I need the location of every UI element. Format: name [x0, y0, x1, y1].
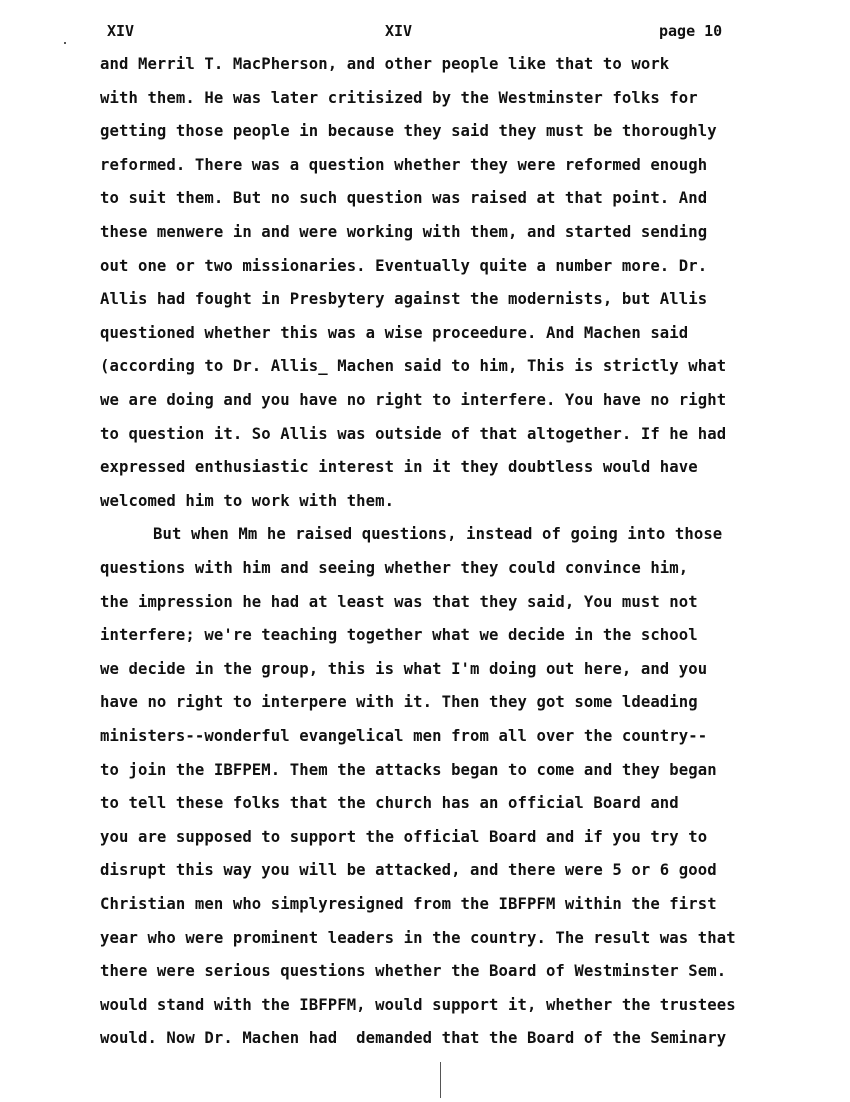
text-line: to join the IBFPEM. Them the attacks began to come and they began — [100, 760, 717, 779]
text-line: (according to Dr. Allis_ Machen said to him, This is strictly what — [100, 357, 727, 376]
scan-speck — [64, 42, 66, 44]
text-line: with them. He was later critisized by the Westminster folks for — [100, 88, 698, 107]
text-line: to tell these folks that the church has an official Board and — [100, 794, 679, 813]
page-header — [0, 22, 850, 44]
text-line: would. Now Dr. Machen had demanded that the Board of the Seminary — [100, 1029, 727, 1048]
text-line: disrupt this way you will be attacked, and there were 5 or 6 good — [100, 861, 717, 880]
text-line: interfere; we're teaching together what we decide in the school — [100, 626, 698, 645]
paragraph-start-line: But when Mm he raised questions, instead of going into those — [153, 525, 723, 544]
text-line: and Merril T. MacPherson, and other people like that to work — [100, 55, 670, 73]
text-line: year who were prominent leaders in the country. The result was that — [100, 928, 736, 947]
text-line: would stand with the IBFPFM, would support it, whether the trustees — [100, 995, 736, 1014]
text-line: welcomed him to work with them. — [100, 491, 395, 510]
text-line: questions with him and seeing whether they could convince him, — [100, 559, 689, 577]
text-line: there were serious questions whether the Board of Westminster Sem. — [100, 962, 727, 981]
text-line: Christian men who simplyresigned from the IBFPFM within the first — [100, 895, 717, 913]
text-line: expressed enthusiastic interest in it they doubtless would have — [100, 458, 698, 477]
text-line: questioned whether this was a wise proceedure. And Machen said — [100, 323, 689, 342]
text-line: out one or two missionaries. Eventually quite a number more. Dr. — [100, 256, 708, 275]
text-line: we decide in the group, this is what I'm doing out here, and you — [100, 659, 708, 678]
text-line: you are supposed to support the official Board and if you try to — [100, 827, 708, 846]
text-line: reformed. There was a question whether they were reformed enough — [100, 155, 708, 174]
header-left-label: XIV — [107, 22, 135, 40]
text-line: these menwere in and were working with them, and started sending — [100, 223, 708, 241]
text-line: have no right to interpere with it. Then they got some ldeading — [100, 693, 698, 712]
text-line: ministers--wonderful evangelical men from all over the country-- — [100, 727, 708, 745]
text-line: we are doing and you have no right to interfere. You have no right — [100, 391, 727, 409]
scan-artifact-mark — [440, 1062, 441, 1098]
page-number: page 10 — [659, 22, 723, 40]
header-center-label: XIV — [385, 22, 413, 40]
text-line: the impression he had at least was that they said, You must not — [100, 592, 698, 611]
text-line: to question it. So Allis was outside of that altogether. If he had — [100, 424, 727, 443]
text-line: to suit them. But no such question was raised at that point. And — [100, 189, 708, 208]
text-line: Allis had fought in Presbytery against the modernists, but Allis — [100, 290, 708, 309]
text-line: getting those people in because they said they must be thoroughly — [100, 122, 717, 141]
